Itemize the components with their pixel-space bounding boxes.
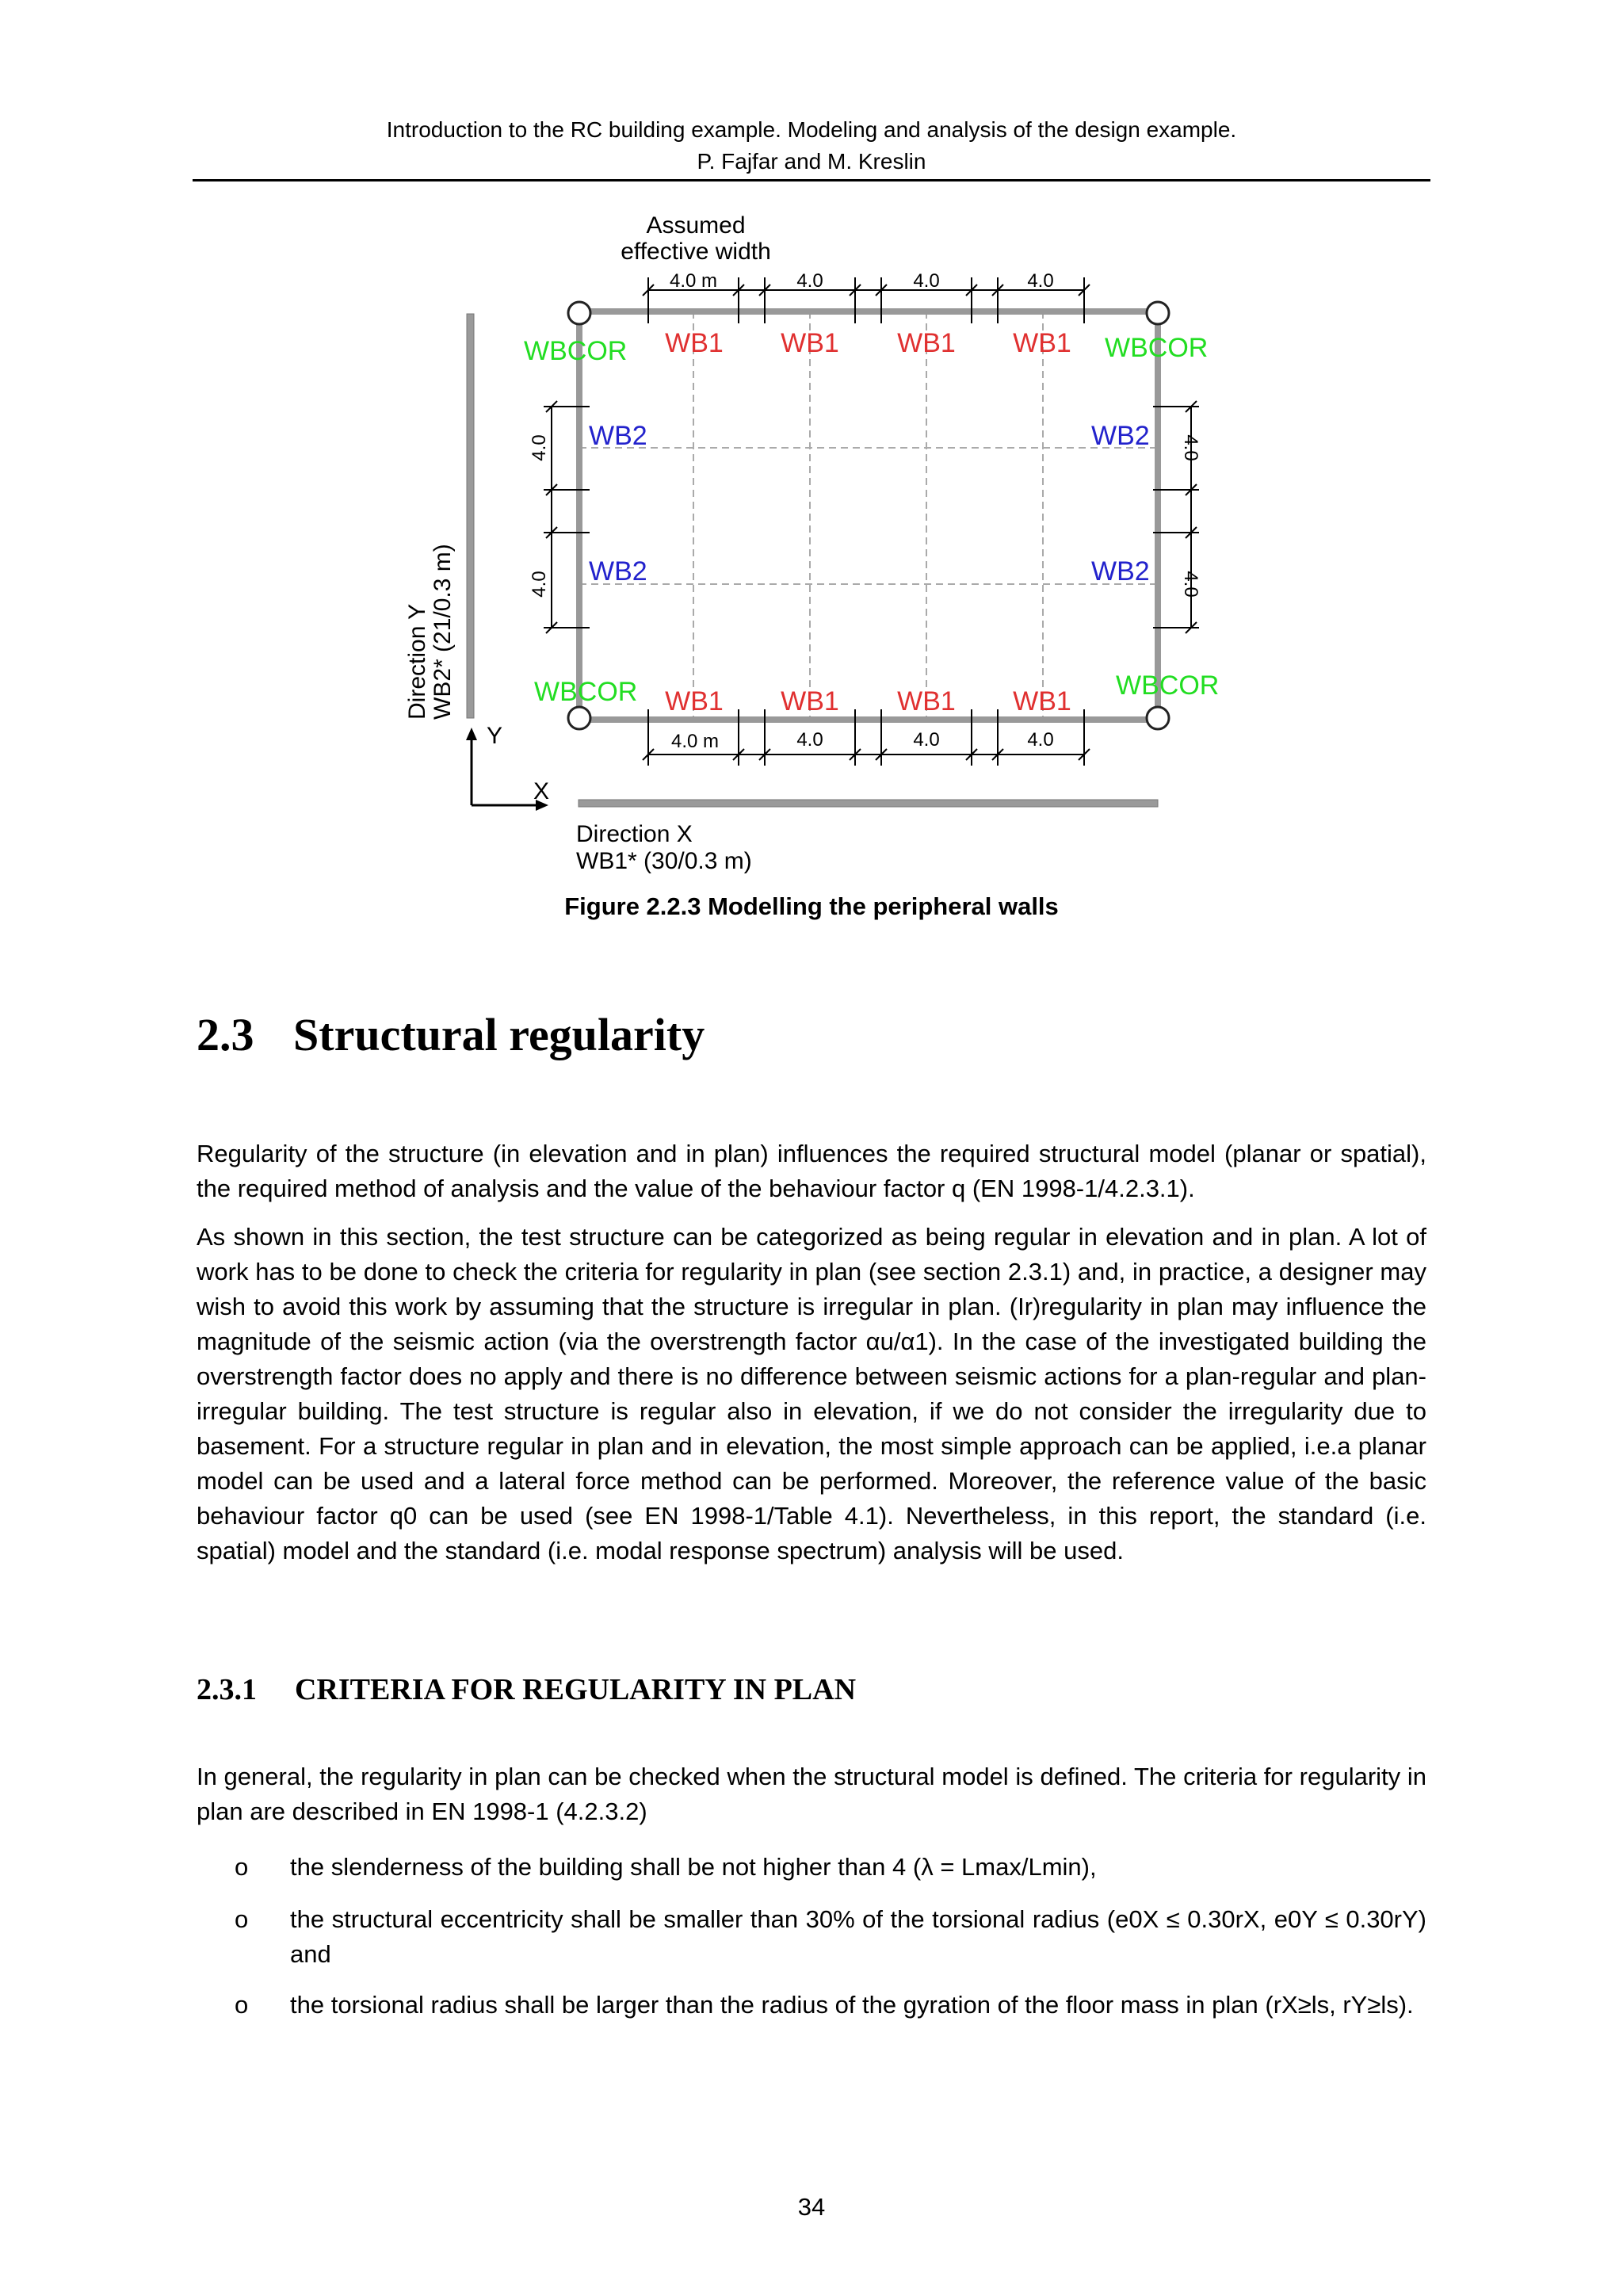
wb1-label-top-1: WB1 <box>665 328 724 358</box>
right-dim-2: 4.0 <box>1180 571 1201 598</box>
direction-y-label: Direction Y <box>404 603 430 720</box>
subsection-heading <box>197 1672 856 1707</box>
wb1-label-top-4: WB1 <box>1013 328 1071 358</box>
direction-x-label: Direction X <box>576 821 693 847</box>
bullet-3: the torsional radius shall be larger than the radius of the gyration of the floor mass in plan (rX≥ls, rY≥ls). <box>290 1991 1414 2019</box>
wb1-label-bottom-4: WB1 <box>1013 686 1071 716</box>
direction-x-wall-bar <box>579 800 1158 807</box>
wb1-label-bottom-2: WB1 <box>781 686 839 716</box>
paragraph-3: In general, the regularity in plan can be checked when the structural model is defined. The criteria for regularity in plan are described in EN 1998-1 (4.2.3.2) <box>197 1763 1426 1825</box>
bullet-2: the structural eccentricity shall be smaller than 30% of the torsional radius (e0X ≤ 0.30rX, e0Y ≤ 0.30rY) and <box>290 1905 1426 1968</box>
subsection-title: CRITERIA FOR REGULARITY IN PLAN <box>295 1673 857 1706</box>
bottom-dim-1: 4.0 m <box>670 731 720 752</box>
top-dim-2: 4.0 <box>796 270 823 292</box>
bullet-marker-3: o <box>235 1991 249 2019</box>
figure-peripheral-walls <box>0 0 1623 880</box>
axes-icon <box>472 737 540 805</box>
wbcor-label-bottom-right: WBCOR <box>1116 670 1220 701</box>
paragraph-2: As shown in this section, the test structure can be categorized as being regular in elevation and in plan. A lot of work has to be done to check the criteria for regularity in plan (see section 2.3.1) and, in practice, a designer may wish to avoid this work by assuming that the structure is irregular in plan. (Ir)regularity in plan may influence the magnitude of the seismic action (via the overstrength factor αu/α1). In the case of the investigated building the overstrength factor does no apply and there is no difference between seismic actions for a plan-regular and plan-irregular building. The test structure is regular also in elevation, if we do not consider the irregularity due to basement. For a structure regular in plan and in elevation, the most simple approach can be applied, i.e.a planar model can be used and a lateral force method can be performed. Moreover, the reference value of the basic behaviour factor q0 can be used (see EN 1998-1/Table 4.1). Nevertheless, in this report, the standard (i.e. spatial) model and the standard (i.e. modal response spectrum) analysis will be used. <box>197 1223 1426 1564</box>
bullet-marker-2: o <box>235 1905 249 1933</box>
wbcor-label-top-right: WBCOR <box>1105 333 1209 363</box>
left-dim-2: 4.0 <box>529 571 550 598</box>
bottom-dim-2: 4.0 <box>796 729 823 751</box>
wbcor-label-top-left: WBCOR <box>524 336 628 366</box>
interior-grid <box>579 311 1158 720</box>
wb1-label-top-3: WB1 <box>897 328 956 358</box>
direction-y-wall-bar <box>467 314 474 718</box>
bullet-1: the slenderness of the building shall be not higher than 4 (λ = Lmax/Lmin), <box>290 1853 1097 1881</box>
wb1-label-bottom-3: WB1 <box>897 686 956 716</box>
section-heading <box>197 1008 705 1061</box>
peripheral-walls-frame <box>579 311 1158 720</box>
section-title: Structural regularity <box>293 1009 705 1060</box>
running-header-authors: P. Fajfar and M. Kreslin <box>697 149 926 174</box>
wb2-label-right-1: WB2 <box>1091 421 1150 451</box>
wb2-label-left-2: WB2 <box>589 556 647 586</box>
bottom-dim-3: 4.0 <box>913 729 940 751</box>
corner-column-icons <box>568 302 1169 729</box>
figure-caption: Figure 2.2.3 Modelling the peripheral walls <box>564 892 1059 920</box>
wb2-labels <box>589 421 1150 586</box>
wb2-label-left-1: WB2 <box>589 421 647 451</box>
bottom-dim-4: 4.0 <box>1027 729 1054 751</box>
subsection-number: 2.3.1 <box>197 1673 257 1706</box>
wb1-labels <box>665 328 1071 716</box>
bullet-marker-1: o <box>235 1853 249 1881</box>
paragraph-1: Regularity of the structure (in elevation and in plan) influences the required structural model (planar or spatial), the required method of analysis and the value of the behaviour factor q (EN 1998-1/4.2.3.1). <box>197 1140 1426 1202</box>
wbcor-label-bottom-left: WBCOR <box>534 677 638 707</box>
section-number: 2.3 <box>197 1009 254 1060</box>
direction-x-wall-label: WB1* (30/0.3 m) <box>576 848 752 874</box>
left-dim-1: 4.0 <box>529 434 550 461</box>
wb1-label-top-2: WB1 <box>781 328 839 358</box>
axis-x-label: X <box>533 778 550 804</box>
page-number: 34 <box>797 2193 826 2221</box>
top-dim-4: 4.0 <box>1027 270 1054 292</box>
wb2-label-right-2: WB2 <box>1091 556 1150 586</box>
direction-y-wall-label: WB2* (21/0.3 m) <box>430 544 456 720</box>
axis-y-label: Y <box>487 723 503 749</box>
wbcor-labels <box>524 333 1219 707</box>
axis-y-arrow-icon <box>466 728 477 740</box>
top-dim-3: 4.0 <box>913 270 940 292</box>
top-dim-1: 4.0 m <box>669 270 718 292</box>
running-header-title: Introduction to the RC building example. Modeling and analysis of the design example. <box>386 117 1237 142</box>
right-dim-1: 4.0 <box>1180 434 1201 461</box>
wb1-label-bottom-1: WB1 <box>665 686 724 716</box>
assumed-label: Assumed <box>646 212 746 239</box>
effective-width-label: effective width <box>621 239 771 265</box>
left-dimension-line <box>544 401 590 633</box>
